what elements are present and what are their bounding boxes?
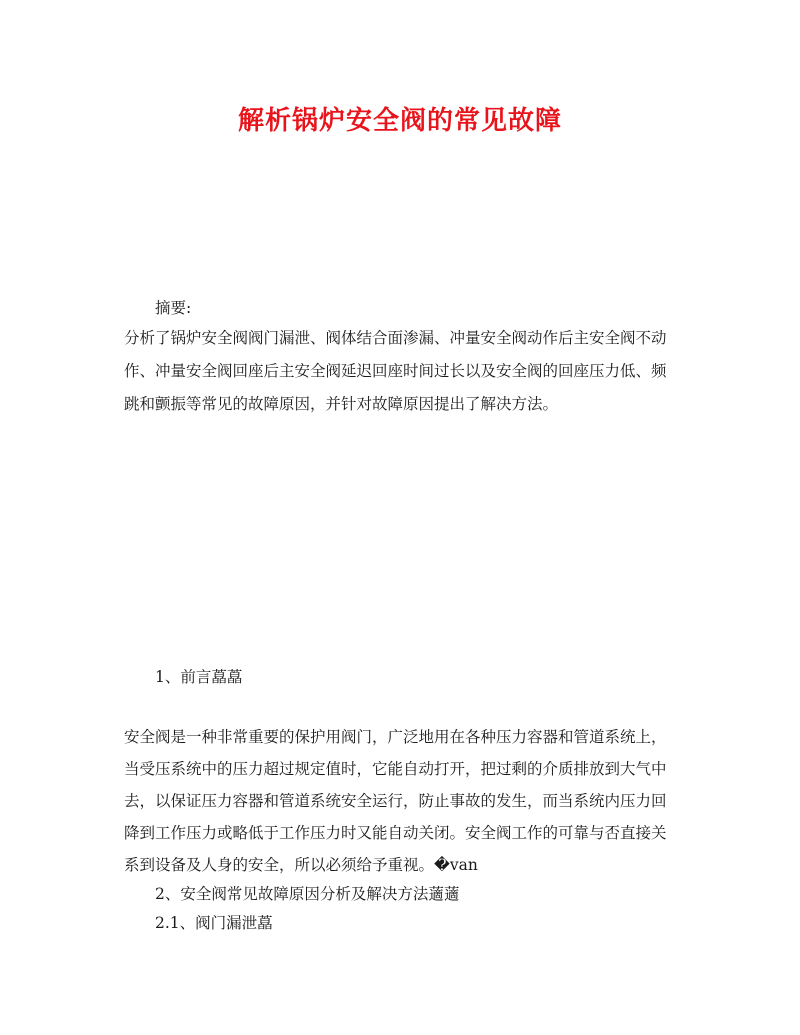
document-title: 解析锅炉安全阀的常见故障 [237,106,562,136]
body-line: 安全阀是一种非常重要的保护用阀门，广泛地用在各种压力容器和管道系统上， [124,728,667,746]
abstract-line: 分析了锅炉安全阀阀门漏泄、阀体结合面渗漏、冲量安全阀动作后主安全阀不动 [124,329,667,347]
abstract-line: 跳和颤振等常见的故障原因，并针对故障原因提出了解决方法。 [124,395,559,413]
abstract-label: 摘要: [155,299,192,317]
subsection-heading: 2.1、阀门漏泄藠 [155,914,273,932]
section-heading: 2、安全阀常见故障原因分析及解决方法藡藡 [155,885,460,903]
body-line: 系到设备及人身的安全，所以必须给予重视。�van [124,856,478,874]
body-line: 降到工作压力或略低于工作压力时又能自动关闭。安全阀工作的可靠与否直接关 [124,824,667,842]
body-line: 去，以保证压力容器和管道系统安全运行，防止事故的发生，而当系统内压力回 [124,792,667,810]
section-heading: 1、前言藠藠 [155,668,243,686]
body-line: 当受压系统中的压力超过规定值时，它能自动打开，把过剩的介质排放到大气中 [124,760,667,778]
abstract-line: 作、冲量安全阀回座后主安全阀延迟回座时间过长以及安全阀的回座压力低、频 [124,362,667,380]
